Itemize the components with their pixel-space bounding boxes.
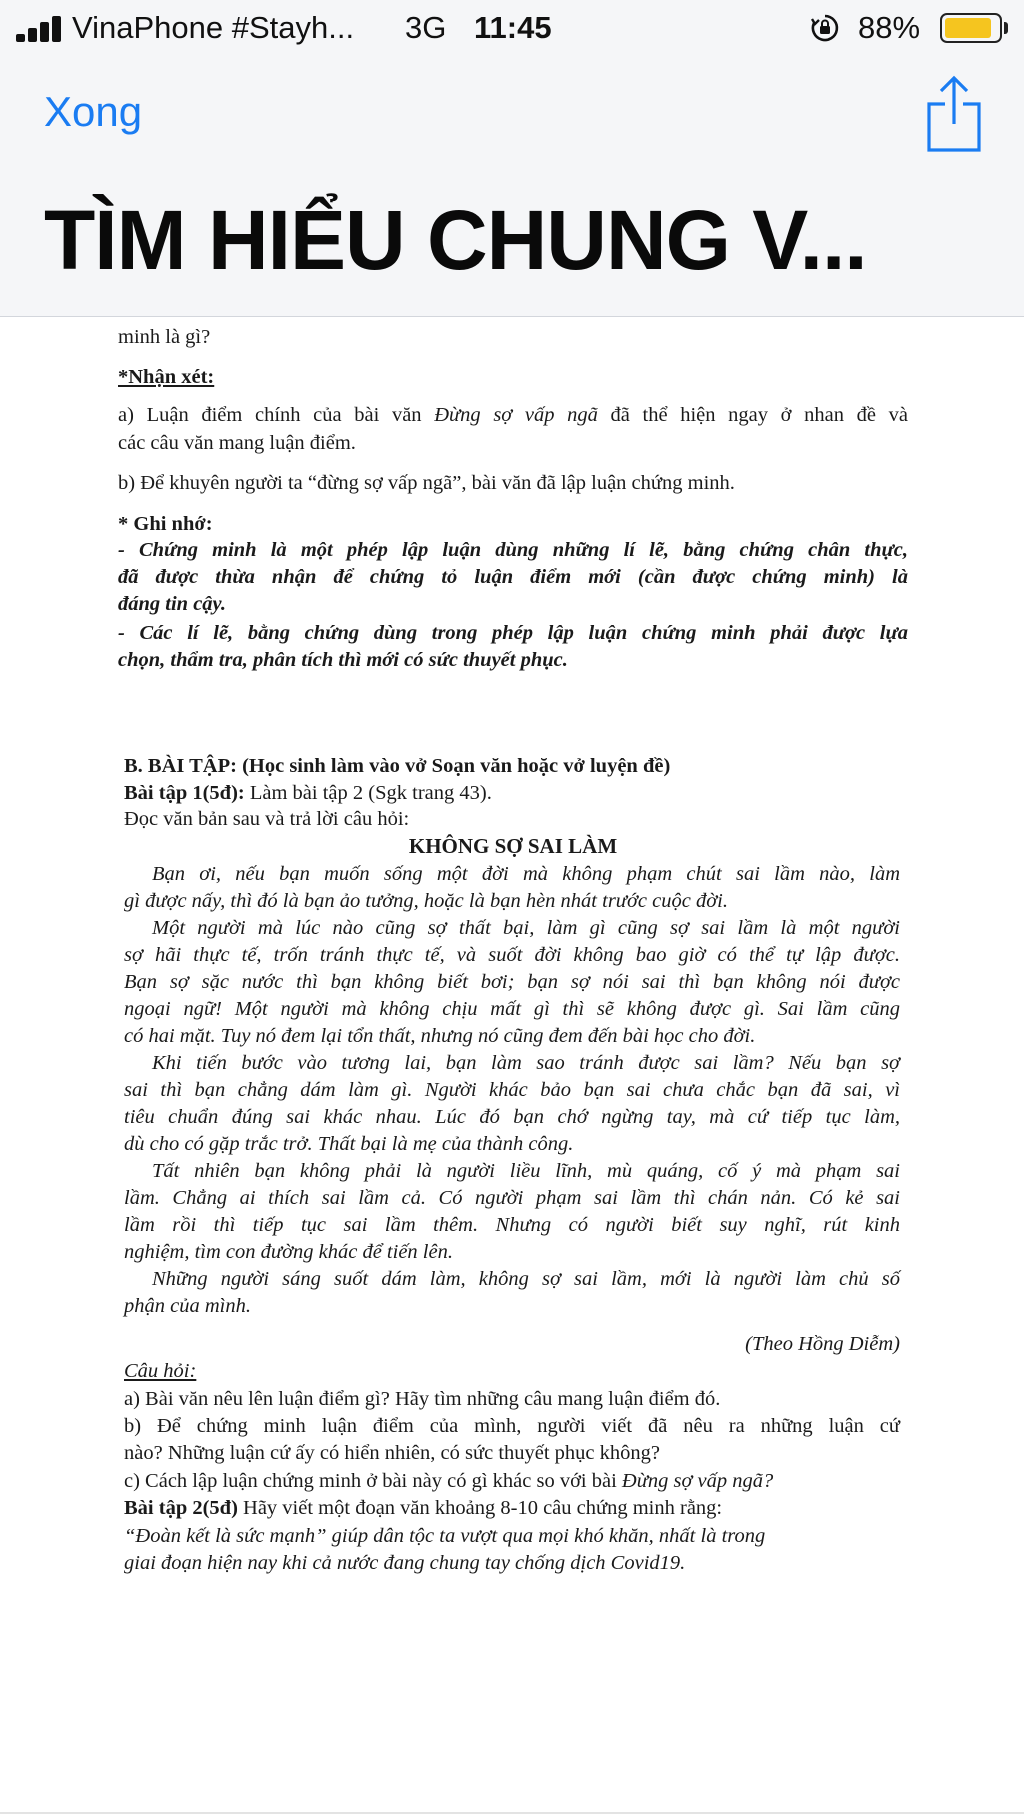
story-line: gì được nấy, thì đó là bạn ảo tưởng, hoặc là bạn hèn nhát trước cuộc đời. bbox=[124, 890, 728, 912]
exercise-heading: B. BÀI TẬP: (Học sinh làm vào vở Soạn văn hoặc vở luyện đề) bbox=[124, 755, 671, 777]
story-line: Bạn sợ sặc nước thì bạn không biết bơi; bạn sợ nói sai thì bạn không nói được bbox=[124, 971, 900, 993]
remember-heading: * Ghi nhớ: bbox=[118, 513, 213, 535]
comment-a-line-1: a) Luận điểm chính của bài văn Đừng sợ vấp ngã đã thể hiện ngay ở nhan đề và bbox=[118, 404, 908, 426]
battery-percentage: 88% bbox=[858, 10, 921, 45]
story-line: ngoại ngữ! Một người mà không chịu mất gì thì sẽ không được gì. Sai lầm cũng bbox=[124, 998, 900, 1020]
story-line: Những người sáng suốt dám làm, không sợ sai lầm, mới là người làm chủ số bbox=[152, 1268, 900, 1290]
question-b-line-1: b) Để chứng minh luận điểm của mình, người viết đã nêu ra những luận cứ bbox=[124, 1415, 900, 1437]
navigation-header bbox=[0, 0, 1024, 317]
question-b-line-2: nào? Những luận cứ ấy có hiển nhiên, có sức thuyết phục không? bbox=[124, 1442, 661, 1464]
partial-line: minh là gì? bbox=[118, 326, 211, 348]
exercise-1: Bài tập 1(5đ): Làm bài tập 2 (Sgk trang 43). bbox=[124, 782, 492, 804]
questions-heading: Câu hỏi: bbox=[124, 1360, 197, 1382]
battery-tip bbox=[1004, 22, 1008, 34]
remember-line: đáng tin cậy. bbox=[118, 593, 227, 615]
story-title: KHÔNG SỢ SAI LÀM bbox=[408, 834, 618, 858]
story-line: Bạn ơi, nếu bạn muốn sống một đời mà không phạm chút sai lầm nào, làm bbox=[152, 863, 900, 885]
story-line: Khi tiến bước vào tương lai, bạn làm sao tránh được sai lầm? Nếu bạn sợ bbox=[152, 1052, 900, 1074]
story-line: nghiệm, tìm con đường khác để tiến lên. bbox=[124, 1241, 453, 1263]
bottom-divider bbox=[0, 1812, 1024, 1814]
network-type: 3G bbox=[405, 10, 447, 45]
story-source: (Theo Hồng Diễm) bbox=[745, 1333, 900, 1355]
comment-a-line-2: các câu văn mang luận điểm. bbox=[118, 432, 356, 454]
done-button[interactable]: Xong bbox=[44, 88, 143, 135]
question-a: a) Bài văn nêu lên luận điểm gì? Hãy tìm những câu mang luận điểm đó. bbox=[124, 1388, 721, 1410]
story-line: tiêu chuẩn đúng sai khác nhau. Lúc đó bạn chớ ngừng tay, mà cứ tiếp tục làm, bbox=[124, 1106, 900, 1128]
carrier-name: VinaPhone #Stayh... bbox=[72, 10, 355, 45]
page-title: TÌM HIỂU CHUNG V... bbox=[44, 193, 867, 287]
story-line: lầm rồi thì tiếp tục sai lầm thêm. Nhưng có người biết suy nghĩ, rút kinh bbox=[124, 1214, 900, 1236]
share-icon[interactable] bbox=[925, 74, 983, 154]
question-c: c) Cách lập luận chứng minh ở bài này có gì khác so với bài Đừng sợ vấp ngã? bbox=[124, 1470, 774, 1492]
remember-line: đã được thừa nhận để chứng tỏ luận điểm mới (cần được chứng minh) là bbox=[118, 566, 908, 588]
battery-icon bbox=[940, 13, 1002, 43]
status-bar bbox=[0, 0, 1024, 58]
remember-line: - Các lí lẽ, bằng chứng dùng trong phép lập luận chứng minh phải được lựa bbox=[118, 622, 908, 644]
comment-b: b) Để khuyên người ta “đừng sợ vấp ngã”, bài văn đã lập luận chứng minh. bbox=[118, 472, 735, 494]
story-line: sợ hãi thực tế, trốn tránh thực tế, và suốt đời không bao giờ có thể tự lập được. bbox=[124, 944, 900, 966]
signal-icon bbox=[16, 16, 62, 42]
clock: 11:45 bbox=[474, 10, 552, 45]
story-line: Một người mà lúc nào cũng sợ thất bại, làm gì cũng sợ sai lầm là một người bbox=[152, 917, 900, 939]
exercise-2: Bài tập 2(5đ) Hãy viết một đoạn văn khoảng 8-10 câu chứng minh rằng: bbox=[124, 1497, 723, 1519]
story-line: Tất nhiên bạn không phải là người liều lĩnh, mù quáng, cố ý mà phạm sai bbox=[152, 1160, 900, 1182]
exercise-2-quote: giai đoạn hiện nay khi cả nước đang chung tay chống dịch Covid19. bbox=[124, 1552, 686, 1574]
exercise-2-quote: “Đoàn kết là sức mạnh” giúp dân tộc ta vượt qua mọi khó khăn, nhất là trong bbox=[124, 1525, 766, 1547]
remember-line: chọn, thẩm tra, phân tích thì mới có sức thuyết phục. bbox=[118, 649, 568, 671]
comment-heading: *Nhận xét: bbox=[118, 366, 215, 388]
read-prompt: Đọc văn bản sau và trả lời câu hỏi: bbox=[124, 808, 410, 830]
story-line: có hai mặt. Tuy nó đem lại tổn thất, nhưng nó cũng đem đến bài học cho đời. bbox=[124, 1025, 756, 1047]
story-line: lầm. Chẳng ai thích sai lầm cả. Có người phạm sai lầm thì chán nản. Có kẻ sai bbox=[124, 1187, 900, 1209]
story-line: dù cho có gặp trắc trở. Thất bại là mẹ của thành công. bbox=[124, 1133, 574, 1155]
rotation-lock-icon bbox=[810, 13, 840, 43]
story-line: sai thì bạn chẳng dám làm gì. Người khác bảo bạn sai chưa chắc bạn đã sai, vì bbox=[124, 1079, 900, 1101]
story-line: phận của mình. bbox=[124, 1295, 251, 1317]
battery-fill bbox=[945, 18, 991, 38]
remember-line: - Chứng minh là một phép lập luận dùng những lí lẽ, bằng chứng chân thực, bbox=[118, 539, 908, 561]
